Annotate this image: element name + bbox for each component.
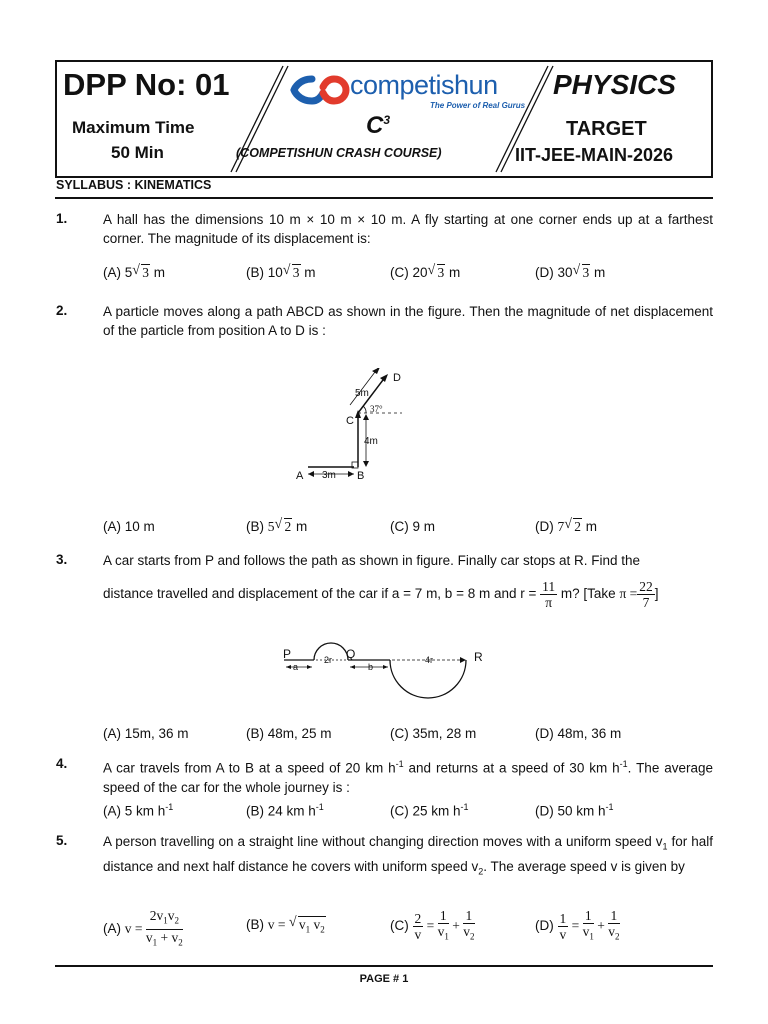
q2-option-d: (D) 7 √ 2 m [535,517,598,534]
q3-line2: distance travelled and displacement of the car if a = 7 m, b = 8 m and r = $\frac{11}{\pi}$ m? [Take π = $\frac{22}{7}$ ] [103,579,659,610]
target-value: IIT-JEE-MAIN-2026 [515,145,674,165]
q1-option-a: (A) 5 √ 3 m [103,263,166,280]
q3-label-p: P [283,647,292,661]
q5-option-c: (C) $\frac{2}{v}$ = $\frac{1}{v_1}$ + $\frac{1}{v_2}$ [390,908,475,942]
dpp-number: DPP No: 01 [63,67,230,102]
q4-option-a: (A) 5 km $h^{-1}$ [103,802,174,819]
q3-label-4r: 4r [425,655,434,665]
q2-label-cd: 5m [355,388,369,399]
q2-label-d: D [393,372,401,384]
syllabus: SYLLABUS : KINEMATICS [56,178,212,192]
q3-option-d: (D) 48m, 36 m [535,726,622,741]
q2-label-b: B [357,470,365,482]
q3-number: 3. [56,552,68,567]
q4-number: 4. [56,756,68,771]
competishun-logo-icon [290,73,350,107]
q3-option-a: (A) 15m, 36 m [103,726,189,741]
q5-text: A person travelling on a straight line without changing direction moves with a uniform speed $v_1$ for half distance and next half distance he covers with uniform speed $v_2$. The average speed v is given by [103,834,713,877]
q2-label-ab: 3m [322,470,336,481]
q4-option-d: (D) 50 km $h^{-1}$ [535,802,614,819]
target-label: TARGET [566,118,647,140]
max-time-value: 50 Min [111,143,164,162]
q1-text: A hall has the dimensions 10 m × 10 m × 10 m. A fly starting at one corner ends up at a farthest corner. The magnitude of its displacement is: [103,212,713,246]
q5-option-d: (D) $\frac{1}{v}$ = $\frac{1}{v_1}$ + $\frac{1}{v_2}$ [535,908,620,942]
q4-option-c: (C) 25 km $h^{-1}$ [390,802,469,819]
brand-name: competishun [350,70,498,100]
q2-number: 2. [56,303,68,318]
q5-option-b: (B) v = √ $v_1$ $v_2$ [246,915,325,935]
q1-option-d: (D) 30 √ 3 m [535,263,606,280]
q2-label-bc: 4m [364,436,378,447]
q3-option-c: (C) 35m, 28 m [390,726,477,741]
footer-divider [55,965,713,967]
q3-line1: A car starts from P and follows the path as shown in figure. Finally car stops at R. Find the [103,553,641,568]
q3-label-q: Q [346,647,356,661]
q4-text: A car travels from A to B at a speed of 20 km $h^{-1}$ and returns at a speed of 30 km $h^{-1}$. The average speed of the car for the whole journey is : [103,759,714,795]
q3-label-r: R [474,650,483,664]
course-symbol: $C^3$ [366,112,391,139]
q2-figure [290,368,440,488]
q3-label-a: a [293,662,299,672]
course-name: (COMPETISHUN CRASH COURSE) [236,146,442,160]
q2-option-b: (B) 5 √ 2 m [246,517,308,534]
q1-option-c: (C) 20 √ 3 m [390,263,461,280]
q1-number: 1. [56,211,68,226]
q2-option-c: (C) 9 m [390,519,435,534]
page-number: PAGE # 1 [359,973,409,985]
q2-option-a: (A) 10 m [103,519,155,534]
q5-option-a: (A) v = $\frac{2v_1v_2}{v_1 + v_2}$ [103,908,183,948]
syllabus-divider [55,197,713,199]
q4-option-b: (B) 24 km $h^{-1}$ [246,802,324,819]
q2-text: A particle moves along a path ABCD as shown in the figure. Then the magnitude of net displacement of the particle from position A to D is : [103,304,713,338]
q3-option-b: (B) 48m, 25 m [246,726,332,741]
q2-label-angle: 37° [370,404,383,414]
subject: PHYSICS [553,69,676,100]
brand-tagline: The Power of Real Gurus [430,101,526,110]
q2-label-a: A [296,470,304,482]
q3-figure [280,640,500,710]
q3-label-2r: 2r [324,655,333,665]
q2-label-c: C [346,415,354,427]
q1-option-b: (B) 10 √ 3 m [246,263,316,280]
q3-label-b: b [368,662,374,672]
max-time-label: Maximum Time [72,118,195,137]
q5-number: 5. [56,833,68,848]
